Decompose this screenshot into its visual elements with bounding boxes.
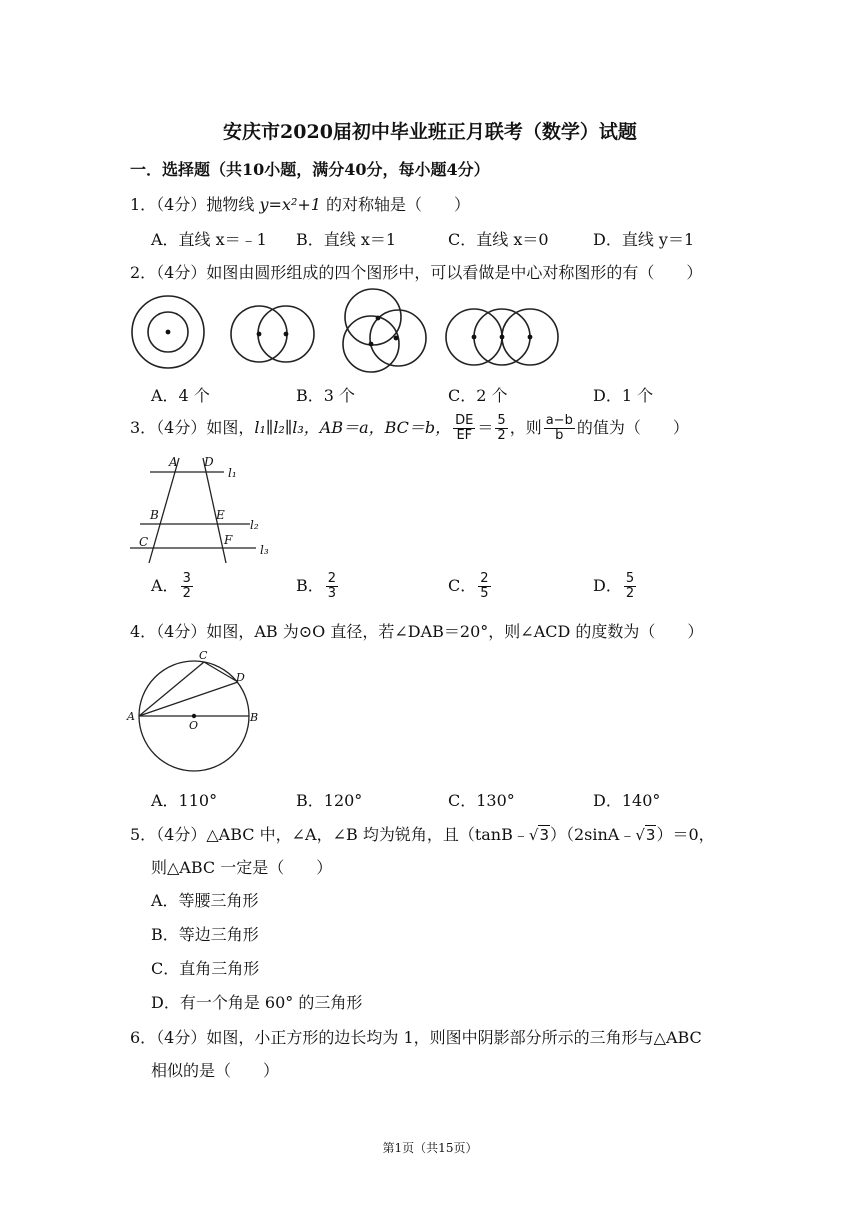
q6-line-2: 相似的是（ ） [151,1061,280,1080]
q3-fraction-de-ef: $\frac{DE}{EF}$ [455,413,474,443]
page-footer: 第1页（共15页） [382,1141,478,1155]
q4-option-a: A．110° [151,791,218,810]
page-title: 安庆市2020届初中毕业班正月联考（数学）试题 [223,121,637,143]
q3-option-b: B． $\frac{2}{3}$ [296,571,337,601]
q5-option-d: D．有一个角是 60° 的三角形 [151,993,363,1012]
q3-label-a: A [169,455,178,469]
q5-text-a: △ABC 中，∠A，∠B 均为锐角，且（tanB﹣ [206,825,529,844]
q5-sqrt-1: √3 [528,826,549,844]
q3-text-b: ，则 [509,418,542,437]
question-1 [130,192,470,215]
q1-option-b: B．直线 x＝1 [296,230,397,249]
q3-label-c: C [139,535,149,549]
q2-option-b: B．3 个 [296,386,356,405]
q3-label-l3: l₃ [260,543,269,557]
q5-number: 5．（4分） [130,825,207,844]
q3-option-d: D． $\frac{5}{2}$ [593,571,635,601]
q3-expression: l₁∥l₂∥l₃，AB＝a，BC＝b， [254,418,452,437]
q4-option-b: B．120° [296,791,363,810]
q4-label-b: B [250,711,259,724]
q5-text-b: ）（2sinA﹣ [549,825,636,844]
q2-text: 如图由圆形组成的四个图形中，可以看做是中心对称图形的有（ ） [206,263,703,282]
q4-label-a: A [127,710,135,723]
q5-text-c: ）＝0， [656,825,715,844]
q6-number: 6．（4分） [130,1028,207,1047]
q4-option-c: C．130° [448,791,515,810]
q3-label-l1: l₁ [228,466,237,480]
q4-label-o: O [189,719,199,732]
q2-option-c: C．2 个 [448,386,508,405]
q3-fraction-ab-b: $\frac{a-b}{b}$ [545,413,573,443]
q1-expression: y=x²+1 [259,195,321,214]
q5-option-a: A．等腰三角形 [151,891,259,910]
q5-sqrt-2: √3 [635,826,656,844]
q3-option-a: A． $\frac{3}{2}$ [151,571,191,601]
q5-option-b: B．等边三角形 [151,925,259,944]
q1-option-d: D．直线 y＝1 [593,230,695,249]
q2-number: 2．（4分） [130,263,207,282]
q3-fraction-5-2: $\frac{5}{2}$ [497,413,506,443]
q4-circle-figure [126,648,276,778]
q3-text-c: 的值为（ ） [576,418,689,437]
q3-label-b: B [150,508,159,522]
q6-text: 如图，小正方形的边长均为 1，则图中阴影部分所示的三角形与△ABC [206,1028,702,1047]
q3-number: 3．（4分） [130,418,207,437]
q5-option-c: C．直角三角形 [151,959,260,978]
q3-label-f: F [224,533,233,547]
q1-text-a: 抛物线 [206,195,260,214]
q2-option-d: D．1 个 [593,386,654,405]
q3-parallel-lines-figure [128,455,278,565]
q2-option-a: A．4 个 [151,386,210,405]
q1-option-c: C．直线 x＝0 [448,230,549,249]
q4-text: 如图，AB 为⊙O 直径，若∠DAB＝20°，则∠ACD 的度数为（ ） [206,622,704,641]
q1-number: 1．（4分） [130,195,207,214]
q4-label-c: C [199,649,208,662]
question-2 [130,260,702,283]
question-6 [130,1025,702,1048]
q3-text-a: 如图， [206,418,255,437]
q3-label-l2: l₂ [250,518,259,532]
question-4 [130,619,703,642]
q3-label-e: E [216,508,225,522]
q3-label-d: D [204,455,214,469]
q1-option-a: A．直线 x＝﹣1 [151,230,267,249]
q3-equals: ＝ [477,418,494,437]
q2-circles-figure [128,285,568,375]
section-heading: 一．选择题（共10小题，满分40分，每小题4分） [130,160,490,179]
question-3 [130,414,689,443]
q5-line-2: 则△ABC 一定是（ ） [151,858,333,877]
question-5 [130,822,715,845]
q4-option-d: D．140° [593,791,661,810]
q4-number: 4．（4分） [130,622,207,641]
q4-label-d: D [236,671,245,684]
q1-text-b: 的对称轴是（ ） [320,195,471,214]
q3-option-c: C． $\frac{2}{5}$ [448,571,489,601]
